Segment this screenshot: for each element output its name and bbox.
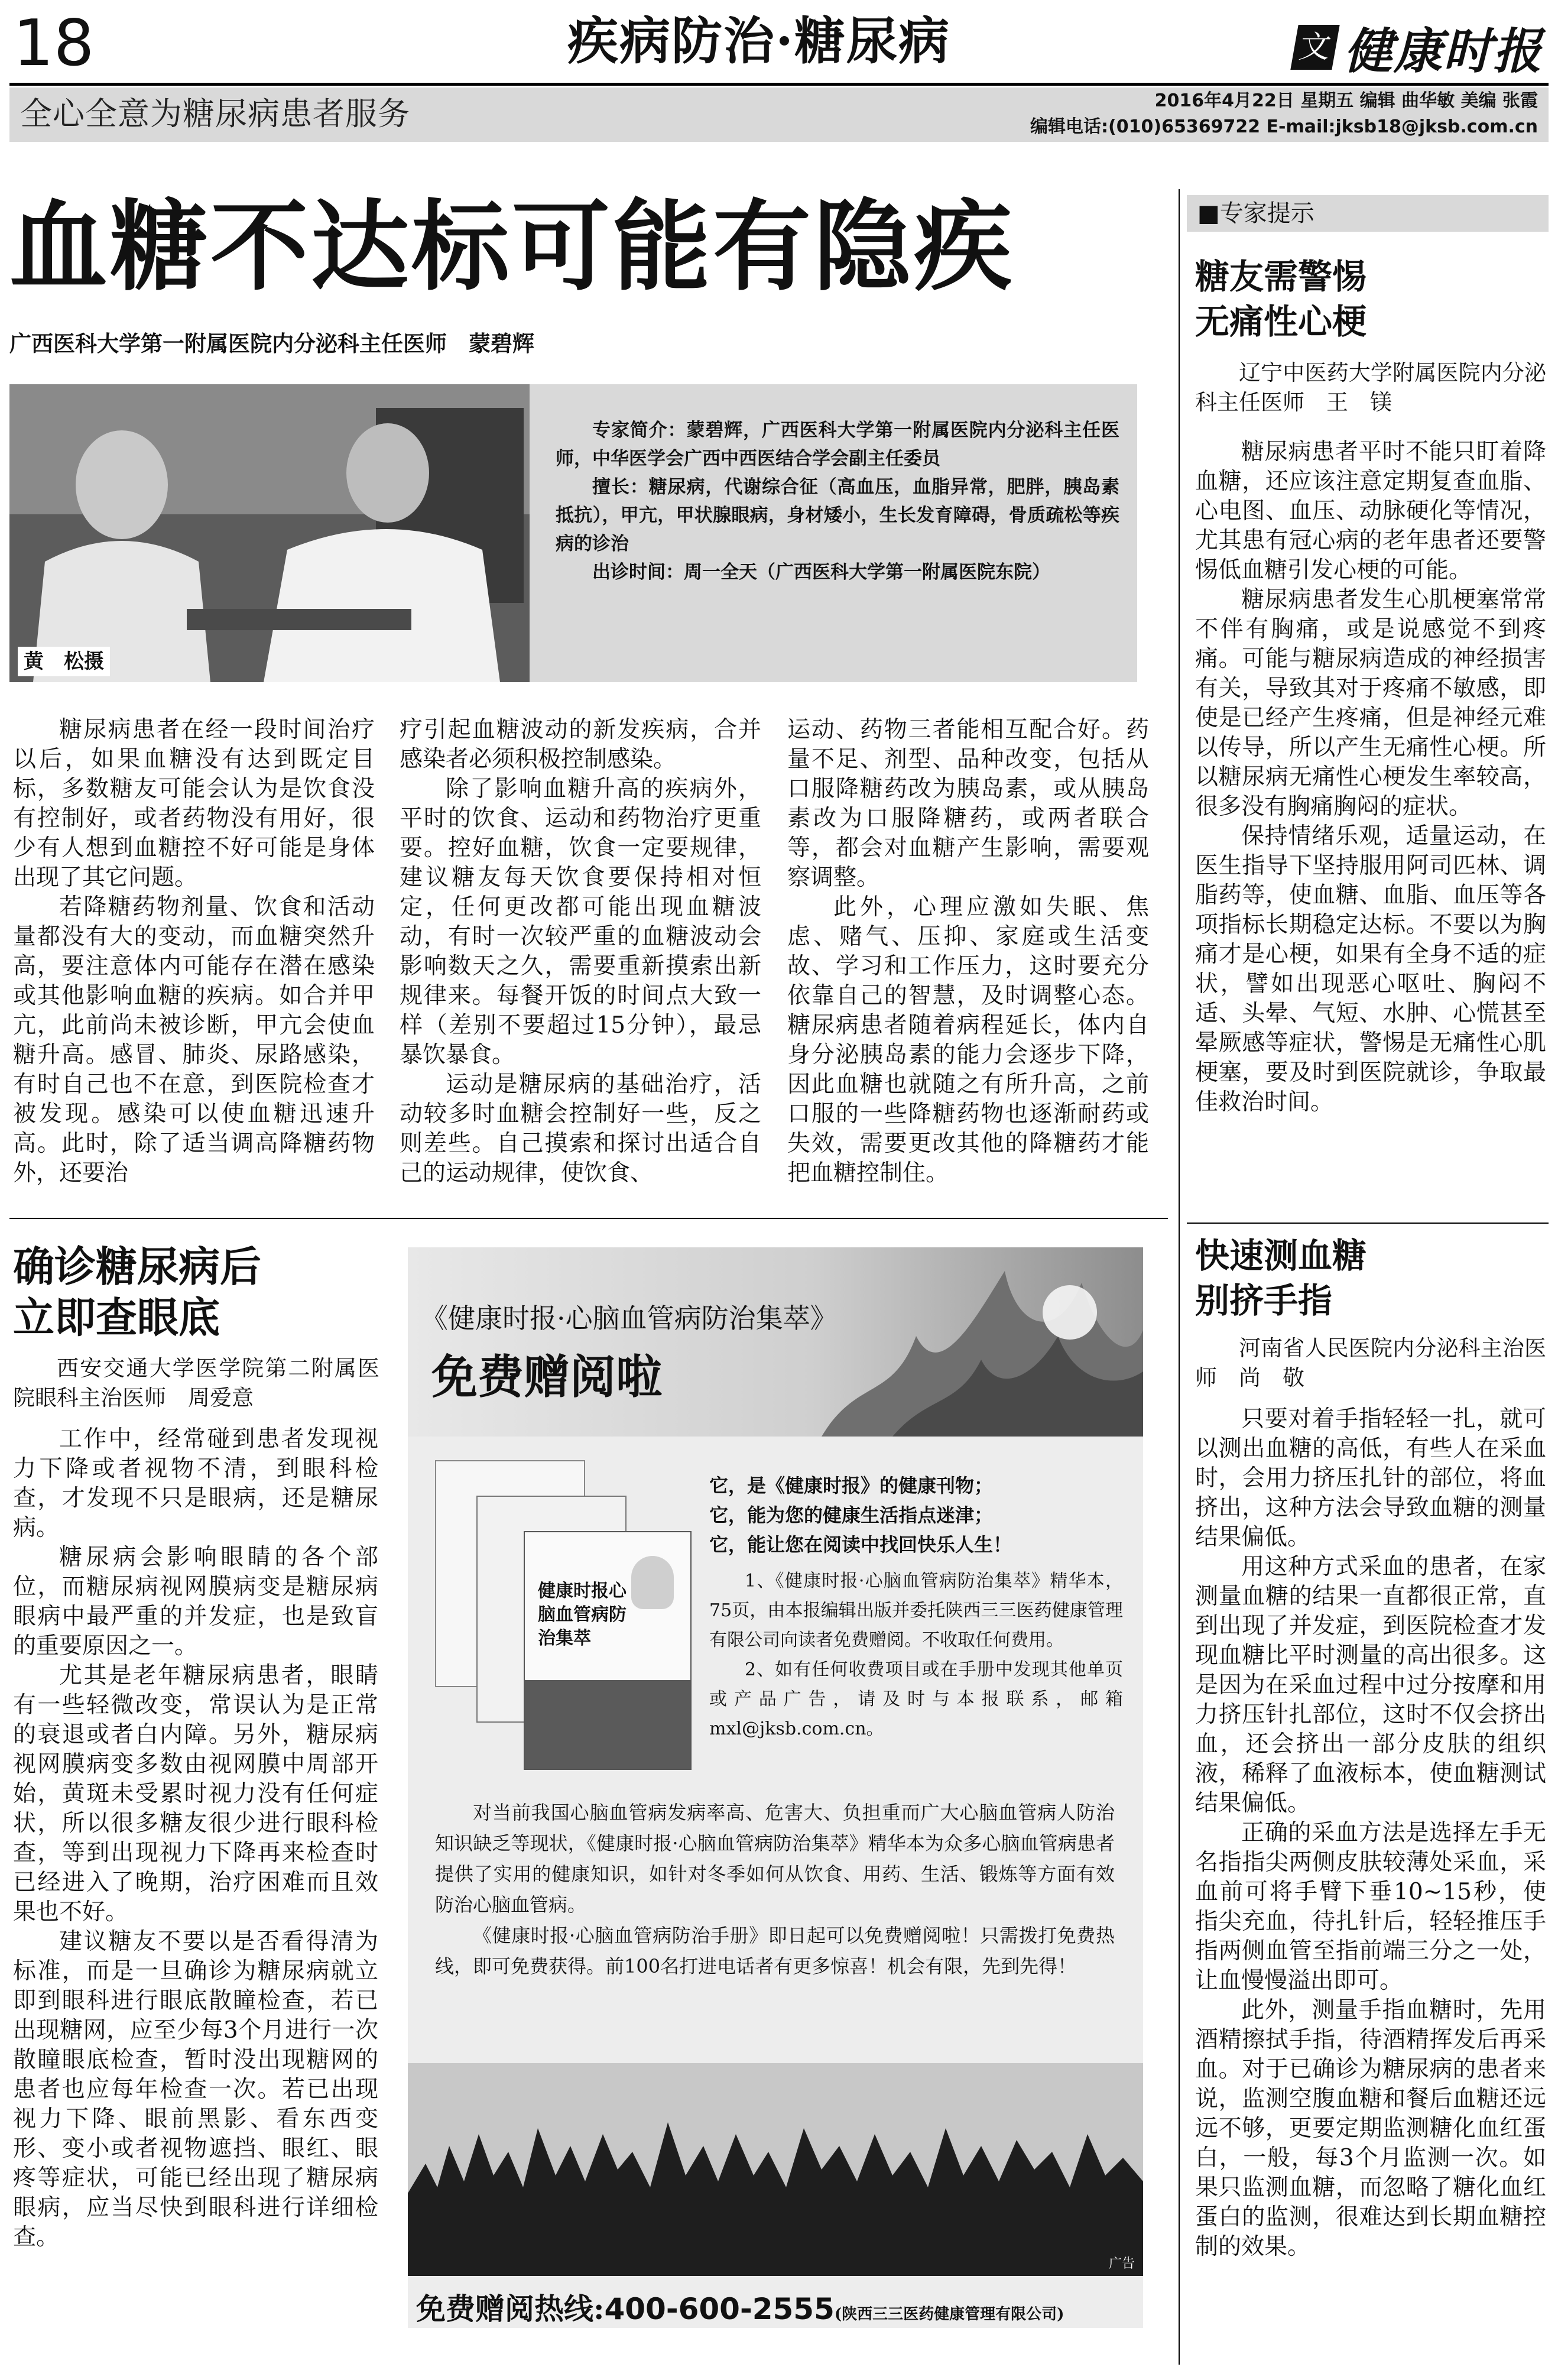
paragraph: 糖尿病患者平时不能只盯着降血糖，还应该注意定期复查血脂、心电图、血压、动脉硬化等情况，尤其患有冠心病的老年患者还要警惕低血糖引发心梗的可能。	[1195, 439, 1546, 583]
tagline: 它，能让您在阅读中找回快乐人生！	[709, 1533, 1012, 1556]
paragraph: 正确的采血方法是选择左手无名指指尖两侧皮肤较薄处采血，采血前可将手臂下垂10~15秒，使指尖充血，待扎针后，轻轻推压手指两侧血管至指前端三分之一处，让血慢慢溢出即可。	[1195, 1820, 1546, 1994]
tagline: 它，能为您的健康生活指点迷津；	[709, 1504, 994, 1526]
sidebar-section-label: ■专家提示	[1187, 195, 1549, 232]
brand-logo	[1294, 18, 1543, 80]
slogan: 全心全意为糖尿病患者服务	[20, 95, 410, 132]
article2-byline: 西安交通大学医学院第二附属医院眼科主治医师 周爱意	[13, 1356, 379, 1411]
ad-subtitle: 《健康时报·心脑血管病防治集萃》	[421, 1302, 838, 1334]
paragraph: 工作中，经常碰到患者发现视力下降或者视物不清，到眼科检查，才发现不只是眼病，还是糖尿病。	[13, 1426, 378, 1541]
ad-title: 免费赠阅啦	[431, 1350, 663, 1404]
paragraph: 尤其是老年糖尿病患者，眼睛有一些轻微改变，常误认为是正常的衰退或者白内障。另外，糖尿病视网膜病变多数由视网膜中周部开始，黄斑未受累时视力没有任何症状，所以很多糖友很少进行眼科检查，等到出现视力下降再来检查时已经进入了晚期，治疗困难而且效果也不好。	[13, 1662, 378, 1925]
paragraph: 疗引起血糖波动的新发疾病，合并感染者必须积极控制感染。	[400, 716, 761, 773]
expert-bio	[556, 416, 1119, 586]
lightbulb-icon	[631, 1556, 674, 1609]
hotline-number: 400-600-2555	[604, 2292, 835, 2326]
hotline-label: 免费赠阅热线:	[416, 2291, 605, 2326]
paragraph: 《健康时报·心脑血管病防治手册》即日起可以免费赠阅啦！只需拨打免费热线，即可免费获得。前100名打进电话者有更多惊喜！机会有限，先到先得！	[435, 1924, 1115, 1977]
paragraph: 此外，心理应激如失眠、焦虑、赌气、压抑、家庭或生活变故、学习和工作压力，这时要充分依靠自己的智慧，及时调整心态。糖尿病患者随着病程延长，体内自身分泌胰岛素的能力会逐步下降，因此血糖也就随之有所升高，之前口服的一些降糖药物也逐渐耐药或失效，需要更改其他的降糖药才能把血糖控制住。	[787, 894, 1149, 1186]
logo-mark-icon: 文	[1290, 25, 1339, 70]
main-byline: 广西医科大学第一附属医院内分泌科主任医师 蒙碧辉	[9, 330, 534, 356]
sidebar-article1-body	[1195, 437, 1546, 1117]
masthead-top-rule	[9, 83, 1549, 86]
paragraph: 此外，测量手指血糖时，先用酒精擦拭手指，待酒精挥发后再采血。对于已确诊为糖尿病的患者来说，监测空腹血糖和餐后血糖还远远不够，更要定期监测糖化血红蛋白，一般，每3个月监测一次。如果只监测血糖，而忽略了糖化血红蛋白的监测，很难达到长期血糖控制的效果。	[1195, 1997, 1546, 2260]
article2-headline: 确诊糖尿病后 立即查眼底	[13, 1242, 261, 1342]
ad-banner	[408, 1247, 1143, 1437]
paragraph: 运动、药物三者能相互配合好。药量不足、剂型、品种改变，包括从口服降糖药改为胰岛素，或从胰岛素改为口服降糖药，或两者联合等，都会对血糖产生影响，需要观察调整。	[787, 716, 1149, 891]
main-col-1	[13, 715, 375, 1188]
paragraph: 除了影响血糖升高的疾病外，平时的饮食、运动和药物治疗更重要。控好血糖，饮食一定要规律，建议糖友每天饮食要保持相对恒定，任何更改都可能出现血糖波动，有时一次较严重的血糖波动会影响数天之久，需要重新摸索出新规律来。每餐开饭的时间点大致一样（差别不要超过15分钟），最忌暴饮暴食。	[400, 776, 761, 1068]
hotline-company: (陕西三三医药健康管理有限公司)	[834, 2306, 1064, 2323]
paragraph: 保持情绪乐观，适量运动，在医生指导下坚持服用阿司匹林、调脂药等，使血糖、血脂、血压等各项指标长期稳定达标。不要以为胸痛才是心梗，如果有全身不适的症状，譬如出现恶心呕吐、胸闷不适、头晕、气短、水肿、心慌甚至晕厥感等症状，警惕是无痛性心肌梗塞，要及时到医院就诊，争取最佳救治时间。	[1195, 823, 1546, 1116]
paragraph: 运动是糖尿病的基础治疗，活动较多时血糖会控制好一些，反之则差些。自己摸索和探讨出适合自己的运动规律，使饮食、	[400, 1071, 761, 1186]
paragraph: 糖尿病患者在经一段时间治疗以后，如果血糖没有达到既定目标，多数糖友可能会认为是饮食没有控制好，或者药物没有用好，很少有人想到血糖控不好可能是身体出现了其它问题。	[13, 716, 375, 891]
paragraph: 建议糖友不要以是否看得清为标准，而是一旦确诊为糖尿病就立即到眼科进行眼底散瞳检查，若已出现糖网，应至少每3个月进行一次散瞳眼底检查，暂时没出现糖网的患者也应每年检查一次。若已出现视力下降、眼前黑影、看东西变形、变小或者视物遮挡、眼红、眼疼等症状，可能已经出现了糖尿病眼病，应当尽快到眼科进行详细检查。	[13, 1928, 378, 2251]
sidebar-article2-headline: 快速测血糖 别挤手指	[1195, 1236, 1367, 1321]
sidebar-separator	[1187, 1223, 1549, 1224]
main-col-3	[787, 715, 1149, 1188]
sidebar-divider	[1179, 189, 1180, 2365]
book-cover-front	[524, 1531, 692, 1770]
ad-taglines	[709, 1471, 1123, 1559]
date-line: 2016年4月22日 星期五 编辑 曲华敏 美编 张霞	[1154, 90, 1538, 111]
photo-credit: 黄 松摄	[18, 647, 110, 676]
paragraph: 糖尿病患者发生心肌梗塞常常不伴有胸痛，或是说感觉不到疼痛。可能与糖尿病造成的神经损害有关，导致其对于疼痛不敏感，即使是已经产生疼痛，但是神经元难以传导，所以产生无痛性心梗。所以糖尿病无痛性心梗发生率较高，很多没有胸痛胸闷的症状。	[1195, 586, 1546, 820]
note: 2、如有任何收费项目或在手册中发现其他单页或产品广告，请及时与本报联系，邮箱mxl@jksb.com.cn。	[709, 1659, 1123, 1739]
crowd-image	[408, 2063, 1143, 2276]
sidebar-article1-byline: 辽宁中医药大学附属医院内分泌科主任医师 王 镁	[1195, 360, 1546, 415]
section-title: 疾病防治·糖尿病	[567, 11, 950, 71]
page-number: 18	[13, 7, 95, 80]
crowd-silhouette	[408, 2063, 1143, 2276]
sidebar-article1-headline: 糖友需警惕 无痛性心梗	[1195, 257, 1367, 342]
note: 1、《健康时报·心脑血管病防治集萃》精华本，75页，由本报编辑出版并委托陕西三三医药健康管理有限公司向读者免费赠阅。不收取任何费用。	[709, 1571, 1123, 1651]
bio-intro: 专家简介：蒙碧辉，广西医科大学第一附属医院内分泌科主任医师，中华医学会广西中西医结合学会副主任委员	[556, 420, 1120, 469]
contact-line: 编辑电话:(010)65369722 E-mail:jksb18@jksb.com.cn	[1030, 116, 1538, 137]
book-covers	[435, 1460, 695, 1768]
main-article-bottom-rule	[9, 1218, 1168, 1219]
book-cover-art	[525, 1680, 690, 1769]
flame-decoration	[408, 1247, 1143, 1437]
brand-name: 健康时报	[1344, 22, 1543, 80]
ad-mark: 广告	[1108, 2256, 1135, 2271]
sidebar-article2-body	[1195, 1405, 1546, 2262]
ad-block	[408, 1247, 1143, 2328]
paragraph: 若降糖药物剂量、饮食和活动量都没有大的变动，而血糖突然升高，要注意体内可能存在潜在感染或其他影响血糖的疾病。如合并甲亢，此前尚未被诊断，甲亢会使血糖升高。感冒、肺炎、尿路感染，有时自己也不在意，到医院检查才被发现。感染可以使血糖迅速升高。此时，除了适当调高降糖药物外，还要治	[13, 894, 375, 1186]
paragraph: 只要对着手指轻轻一扎，就可以测出血糖的高低，有些人在采血时，会用力挤压扎针的部位，将血挤出，这种方法会导致血糖的测量结果偏低。	[1195, 1406, 1546, 1551]
bio-hours: 出诊时间：周一全天（广西医科大学第一附属医院东院）	[592, 562, 1050, 583]
paragraph: 糖尿病会影响眼睛的各个部位，而糖尿病视网膜病变是糖尿病眼病中最严重的并发症，也是致盲的重要原因之一。	[13, 1544, 378, 1659]
doctor-patient-photo	[9, 384, 530, 682]
ad-notes	[709, 1567, 1123, 1744]
paragraph: 对当前我国心脑血管病发病率高、危害大、负担重而广大心脑血管病人防治知识缺乏等现状，《健康时报·心脑血管病防治集萃》精华本为众多心脑血管病患者提供了实用的健康知识，如针对冬季如何从饮食、用药、生活、锻炼等方面有效防治心脑血管病。	[435, 1801, 1115, 1916]
ad-hotline	[416, 2285, 1143, 2328]
sidebar-article2-byline: 河南省人民医院内分泌科主治医师 尚 敬	[1195, 1335, 1546, 1390]
tagline: 它，是《健康时报》的健康刊物；	[709, 1474, 994, 1497]
bio-specialty: 擅长：糖尿病，代谢综合征（高血压，血脂异常，肥胖，胰岛素抵抗），甲亢，甲状腺眼病，身材矮小，生长发育障碍，骨质疏松等疾病的诊治	[556, 476, 1120, 555]
book-cover-title: 健康时报心脑血管病防治集萃	[538, 1581, 627, 1649]
photo	[9, 384, 530, 682]
main-col-2	[400, 715, 761, 1188]
article2-body	[13, 1425, 378, 2252]
ad-body	[435, 1797, 1115, 1982]
main-headline: 血糖不达标可能有隐疾	[9, 189, 1014, 304]
paragraph: 用这种方式采血的患者，在家测量血糖的结果一直都很正常，直到出现了并发症，到医院检查才发现血糖比平时测量的高出很多。这是因为在采血过程中过分按摩和用力挤压针扎部位，这时不仅会挤出血，还会挤出一部分皮肤的组织液，稀释了血液标本，使血糖测试结果偏低。	[1195, 1554, 1546, 1817]
